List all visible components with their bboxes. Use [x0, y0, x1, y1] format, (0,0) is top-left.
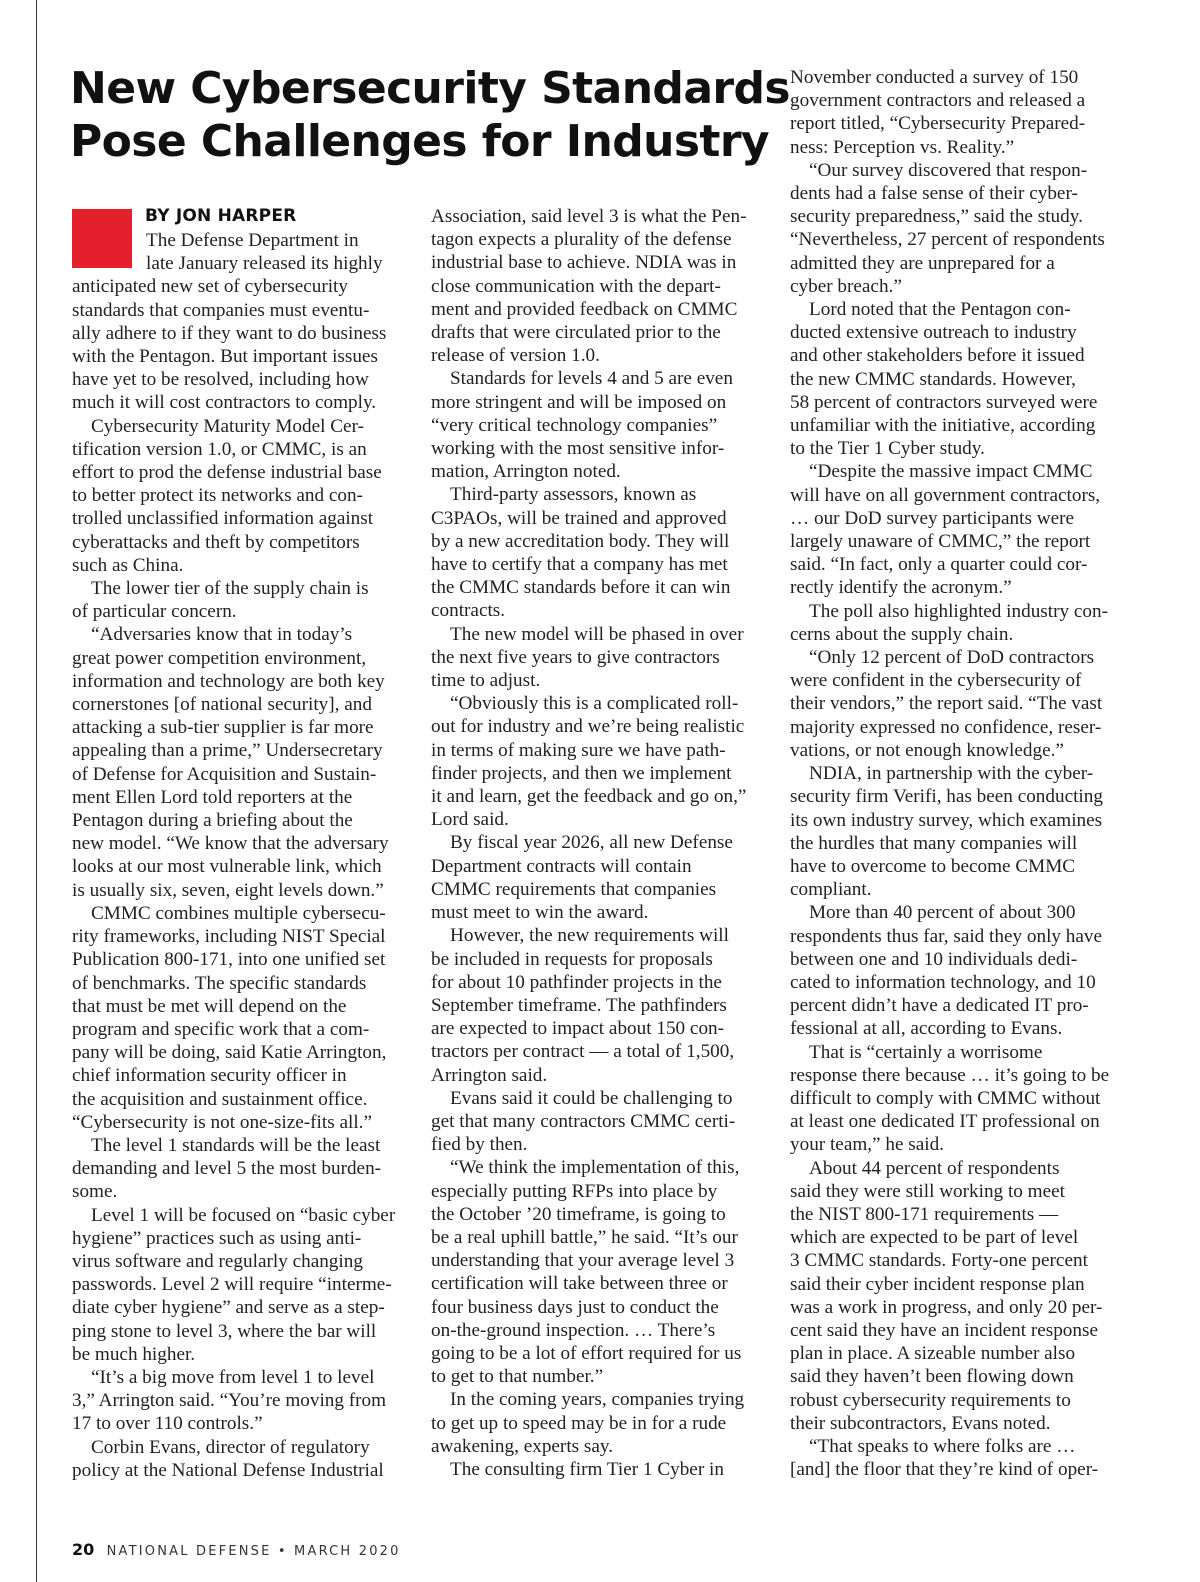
headline-line-2: Pose Challenges for Industry — [70, 116, 770, 167]
text-line: their subcontractors, Evans noted. — [790, 1412, 1051, 1434]
text-line: “Our survey discovered that respon- — [809, 159, 1088, 181]
text-line: … our DoD survey participants were — [790, 507, 1074, 529]
text-line: plan in place. A sizeable number also — [790, 1343, 1076, 1365]
text-line: ping stone to level 3, where the bar will — [72, 1320, 377, 1342]
text-line: appealing than a prime,” Undersecretary — [72, 740, 383, 762]
text-line: the October ’20 timeframe, is going to — [431, 1203, 726, 1225]
text-line: “Despite the massive impact CMMC — [809, 461, 1093, 483]
text-line: hygiene” practices such as using anti- — [72, 1227, 362, 1249]
text-line: “Nevertheless, 27 percent of respondents — [790, 229, 1105, 251]
text-line: that must be met will depend on the — [72, 995, 347, 1017]
text-line: attacking a sub-tier supplier is far more — [72, 717, 374, 739]
text-line: mation, Arrington noted. — [431, 461, 621, 483]
text-line: much it will cost contractors to comply. — [72, 392, 377, 414]
text-line: “Only 12 percent of DoD contractors — [809, 647, 1095, 669]
text-line: with the Pentagon. But important issues — [72, 346, 378, 368]
headline — [70, 62, 791, 168]
text-line: information and technology are both key — [72, 670, 385, 692]
text-line: “It’s a big move from level 1 to level — [91, 1366, 375, 1388]
text-line: unfamiliar with the initiative, according — [790, 415, 1096, 437]
text-line: was a work in progress, and only 20 per- — [790, 1296, 1103, 1318]
text-line: Lord said. — [431, 809, 509, 831]
text-line: The level 1 standards will be the least — [91, 1134, 381, 1156]
text-line: your team,” he said. — [790, 1134, 944, 1156]
publication-line: NATIONAL DEFENSE • MARCH 2020 — [106, 1544, 401, 1559]
text-line: More than 40 percent of about 300 — [809, 902, 1076, 924]
text-line: ment Ellen Lord told reporters at the — [72, 786, 353, 808]
text-line: time to adjust. — [431, 670, 541, 692]
text-line: more stringent and will be imposed on — [431, 391, 727, 413]
text-line: dents had a false sense of their cyber- — [790, 183, 1078, 205]
text-line: “Adversaries know that in today’s — [91, 624, 353, 646]
text-line: cornerstones [of national security], and — [72, 694, 372, 716]
text-line: anticipated new set of cybersecurity — [72, 276, 348, 298]
text-line: Third-party assessors, known as — [450, 484, 697, 506]
text-line: release of version 1.0. — [431, 345, 600, 367]
text-line: especially putting RFPs into place by — [431, 1180, 718, 1202]
text-line: at least one dedicated IT professional on — [790, 1111, 1100, 1133]
text-line: “very critical technology companies” — [431, 414, 718, 436]
text-line: awakening, experts say. — [431, 1435, 614, 1457]
text-line: Arrington said. — [431, 1064, 548, 1086]
page-number: 20 — [72, 1540, 95, 1559]
text-line: said. “In fact, only a quarter could cor- — [790, 554, 1088, 576]
text-line: Cybersecurity Maturity Model Cer- — [91, 415, 364, 437]
text-line: cyber breach.” — [790, 275, 902, 297]
text-line: demanding and level 5 the most burden- — [72, 1158, 382, 1180]
text-line: passwords. Level 2 will require “interme- — [72, 1274, 392, 1296]
text-line: are expected to impact about 150 con- — [431, 1018, 725, 1040]
text-line: robust cybersecurity requirements to — [790, 1389, 1071, 1411]
text-line: diate cyber hygiene” and serve as a step- — [72, 1297, 385, 1319]
text-line: and other stakeholders before it issued — [790, 345, 1085, 367]
text-line: cerns about the supply chain. — [790, 623, 1014, 645]
text-line: effort to prod the defense industrial base — [72, 462, 382, 484]
text-line: ment and provided feedback on CMMC — [431, 298, 738, 320]
text-line: said they haven’t been flowing down — [790, 1366, 1074, 1388]
text-line: largely unaware of CMMC,” the report — [790, 531, 1091, 553]
text-line: Corbin Evans, director of regulatory — [91, 1436, 370, 1458]
text-line: policy at the National Defense Industrial — [72, 1459, 384, 1481]
text-line: [and] the floor that they’re kind of oper- — [790, 1459, 1099, 1481]
text-line: trolled unclassified information against — [72, 508, 374, 530]
text-line: will have on all government contractors, — [790, 484, 1101, 506]
text-line: pany will be doing, said Katie Arrington, — [72, 1042, 387, 1064]
text-line: ness: Perception vs. Reality.” — [790, 136, 1015, 158]
text-line: by a new accreditation body. They will — [431, 530, 730, 552]
text-line: certification will take between three or — [431, 1273, 728, 1295]
text-line: Department contracts will contain — [431, 855, 692, 877]
text-line: be a real uphill battle,” he said. “It’s our — [431, 1226, 738, 1248]
text-line: its own industry survey, which examines — [790, 809, 1103, 831]
text-line: 3 CMMC standards. Forty-one percent — [790, 1250, 1088, 1272]
text-line: of particular concern. — [72, 601, 237, 623]
text-line: Evans said it could be challenging to — [450, 1087, 733, 1109]
text-line: Lord noted that the Pentagon con- — [809, 299, 1071, 321]
text-line: in terms of making sure we have path- — [431, 739, 726, 761]
text-line: “Cybersecurity is not one-size-fits all.” — [72, 1111, 372, 1133]
text-line: admitted they are unprepared for a — [790, 252, 1055, 274]
text-line: chief information security officer in — [72, 1065, 347, 1087]
text-line: “Obviously this is a complicated roll- — [450, 693, 739, 715]
text-line: government contractors and released a — [790, 90, 1086, 112]
text-line: said their cyber incident response plan — [790, 1273, 1085, 1295]
text-line: “We think the implementation of this, — [450, 1157, 740, 1179]
text-line: However, the new requirements will — [450, 925, 729, 947]
text-line: rity frameworks, including NIST Special — [72, 926, 386, 948]
text-line: cyberattacks and theft by competitors — [72, 531, 360, 553]
text-line: cent said they have an incident response — [790, 1319, 1098, 1341]
text-line: out for industry and we’re being realistic — [431, 716, 745, 738]
text-line: four business days just to conduct the — [431, 1296, 719, 1318]
text-line: November conducted a survey of 150 — [790, 67, 1079, 88]
text-line: finder projects, and then we implement — [431, 762, 732, 784]
text-line: the next five years to give contractors — [431, 646, 720, 668]
text-line: CMMC requirements that companies — [431, 878, 717, 900]
text-line: must meet to win the award. — [431, 902, 649, 924]
text-line: report titled, “Cybersecurity Prepared- — [790, 113, 1086, 135]
text-line: “That speaks to where folks are … — [809, 1435, 1076, 1457]
article-column-2 — [431, 205, 761, 1481]
text-line: get that many contractors CMMC certi- — [431, 1110, 736, 1132]
text-line: Level 1 will be focused on “basic cyber — [91, 1204, 396, 1226]
text-line: working with the most sensitive infor- — [431, 438, 725, 460]
text-line: have to certify that a company has met — [431, 554, 728, 576]
text-line: The consulting firm Tier 1 Cyber in — [450, 1458, 724, 1480]
text-line: About 44 percent of respondents — [809, 1157, 1060, 1179]
text-line: great power competition environment, — [72, 647, 367, 669]
byline: BY JON HARPER — [145, 206, 297, 226]
text-line: of Defense for Acquisition and Sustain- — [72, 763, 377, 785]
text-line: response there because … it’s going to be — [790, 1064, 1110, 1086]
text-line: to better protect its networks and con- — [72, 485, 363, 507]
text-line: the NIST 800-171 requirements — — [790, 1203, 1059, 1225]
text-line: C3PAOs, will be trained and approved — [431, 507, 727, 529]
text-line: respondents thus far, said they only have — [790, 925, 1103, 947]
text-line: have yet to be resolved, including how — [72, 369, 369, 391]
text-line: 3,” Arrington said. “You’re moving from — [72, 1390, 387, 1412]
text-line: cated to information technology, and 10 — [790, 971, 1096, 993]
text-line: industrial base to achieve. NDIA was in — [431, 252, 737, 274]
text-line: virus software and regularly changing — [72, 1250, 363, 1272]
text-line: the hurdles that many companies will — [790, 832, 1078, 854]
text-line: rectly identify the acronym.” — [790, 577, 1012, 599]
text-line: By fiscal year 2026, all new Defense — [450, 832, 733, 854]
text-line: be much higher. — [72, 1343, 196, 1365]
text-line: such as China. — [72, 554, 184, 576]
text-line: majority expressed no confidence, reser- — [790, 716, 1102, 738]
text-line: In the coming years, companies trying — [450, 1389, 745, 1411]
left-margin-rule — [36, 0, 37, 1582]
text-line: ally adhere to if they want to do business — [72, 322, 387, 344]
text-line: security preparedness,” said the study. — [790, 206, 1083, 228]
text-line: The Defense Department in — [146, 230, 359, 251]
text-line: tagon expects a plurality of the defense — [431, 229, 732, 251]
text-line: 58 percent of contractors surveyed were — [790, 391, 1098, 413]
text-line: ducted extensive outreach to industry — [790, 322, 1077, 344]
text-line: late January released its highly — [146, 253, 383, 275]
text-line: program and specific work that a com- — [72, 1018, 370, 1040]
text-line: close communication with the depart- — [431, 275, 721, 297]
article-column-3 — [790, 66, 1120, 1481]
text-line: it and learn, get the feedback and go on,” — [431, 786, 747, 808]
text-line: September timeframe. The pathfinders — [431, 994, 727, 1016]
headline-line-1: New Cybersecurity Standards — [70, 63, 791, 114]
text-line: is usually six, seven, eight levels down.” — [72, 879, 384, 901]
text-line: looks at our most vulnerable link, which — [72, 856, 382, 878]
text-line: were confident in the cybersecurity of — [790, 670, 1082, 692]
text-line: have to overcome to become CMMC — [790, 855, 1076, 877]
text-line: The poll also highlighted industry con- — [809, 600, 1108, 622]
article-column-1 — [72, 229, 402, 1482]
text-line: understanding that your average level 3 — [431, 1250, 735, 1272]
text-line: The lower tier of the supply chain is — [91, 578, 369, 600]
text-line: percent didn’t have a dedicated IT pro- — [790, 995, 1089, 1017]
text-line: on-the-ground inspection. … There’s — [431, 1319, 716, 1341]
text-line: drafts that were circulated prior to the — [431, 322, 721, 344]
text-line: fied by then. — [431, 1134, 528, 1156]
text-line: NDIA, in partnership with the cyber- — [809, 763, 1094, 785]
text-line: The new model will be phased in over — [450, 623, 744, 645]
text-line: for about 10 pathfinder projects in the — [431, 971, 722, 993]
text-line: difficult to comply with CMMC without — [790, 1087, 1101, 1109]
text-line: That is “certainly a worrisome — [809, 1041, 1043, 1063]
text-line: said they were still working to meet — [790, 1180, 1065, 1202]
text-line: compliant. — [790, 879, 872, 901]
text-line: fessional at all, according to Evans. — [790, 1018, 1063, 1040]
text-line: between one and 10 individuals dedi- — [790, 948, 1078, 970]
text-line: new model. “We know that the adversary — [72, 833, 389, 855]
text-line: to the Tier 1 Cyber study. — [790, 438, 985, 460]
text-line: which are expected to be part of level — [790, 1227, 1079, 1249]
text-line: the new CMMC standards. However, — [790, 368, 1076, 390]
text-line: Association, said level 3 is what the Pen- — [431, 206, 747, 227]
text-line: standards that companies must eventu- — [72, 299, 370, 321]
text-line: to get to that number.” — [431, 1366, 604, 1388]
text-line: some. — [72, 1181, 118, 1203]
text-line: CMMC combines multiple cybersecu- — [91, 902, 386, 924]
text-line: Publication 800-171, into one unified set — [72, 949, 386, 971]
text-line: their vendors,” the report said. “The vast — [790, 693, 1103, 715]
text-line: tractors per contract — a total of 1,500, — [431, 1041, 735, 1063]
text-line: tification version 1.0, or CMMC, is an — [72, 438, 367, 460]
text-line: be included in requests for proposals — [431, 948, 713, 970]
text-line: the CMMC standards before it can win — [431, 577, 731, 599]
text-line: contracts. — [431, 600, 506, 622]
text-line: Pentagon during a briefing about the — [72, 810, 353, 832]
text-line: Standards for levels 4 and 5 are even — [450, 368, 733, 390]
text-line: security firm Verifi, has been conducting — [790, 786, 1103, 808]
text-line: to get up to speed may be in for a rude — [431, 1412, 727, 1434]
text-line: vations, or not enough knowledge.” — [790, 739, 1064, 761]
text-line: 17 to over 110 controls.” — [72, 1413, 263, 1435]
text-line: the acquisition and sustainment office. — [72, 1088, 368, 1110]
text-line: going to be a lot of effort required for us — [431, 1342, 742, 1364]
text-line: of benchmarks. The specific standards — [72, 972, 367, 994]
page-footer — [72, 1540, 401, 1562]
